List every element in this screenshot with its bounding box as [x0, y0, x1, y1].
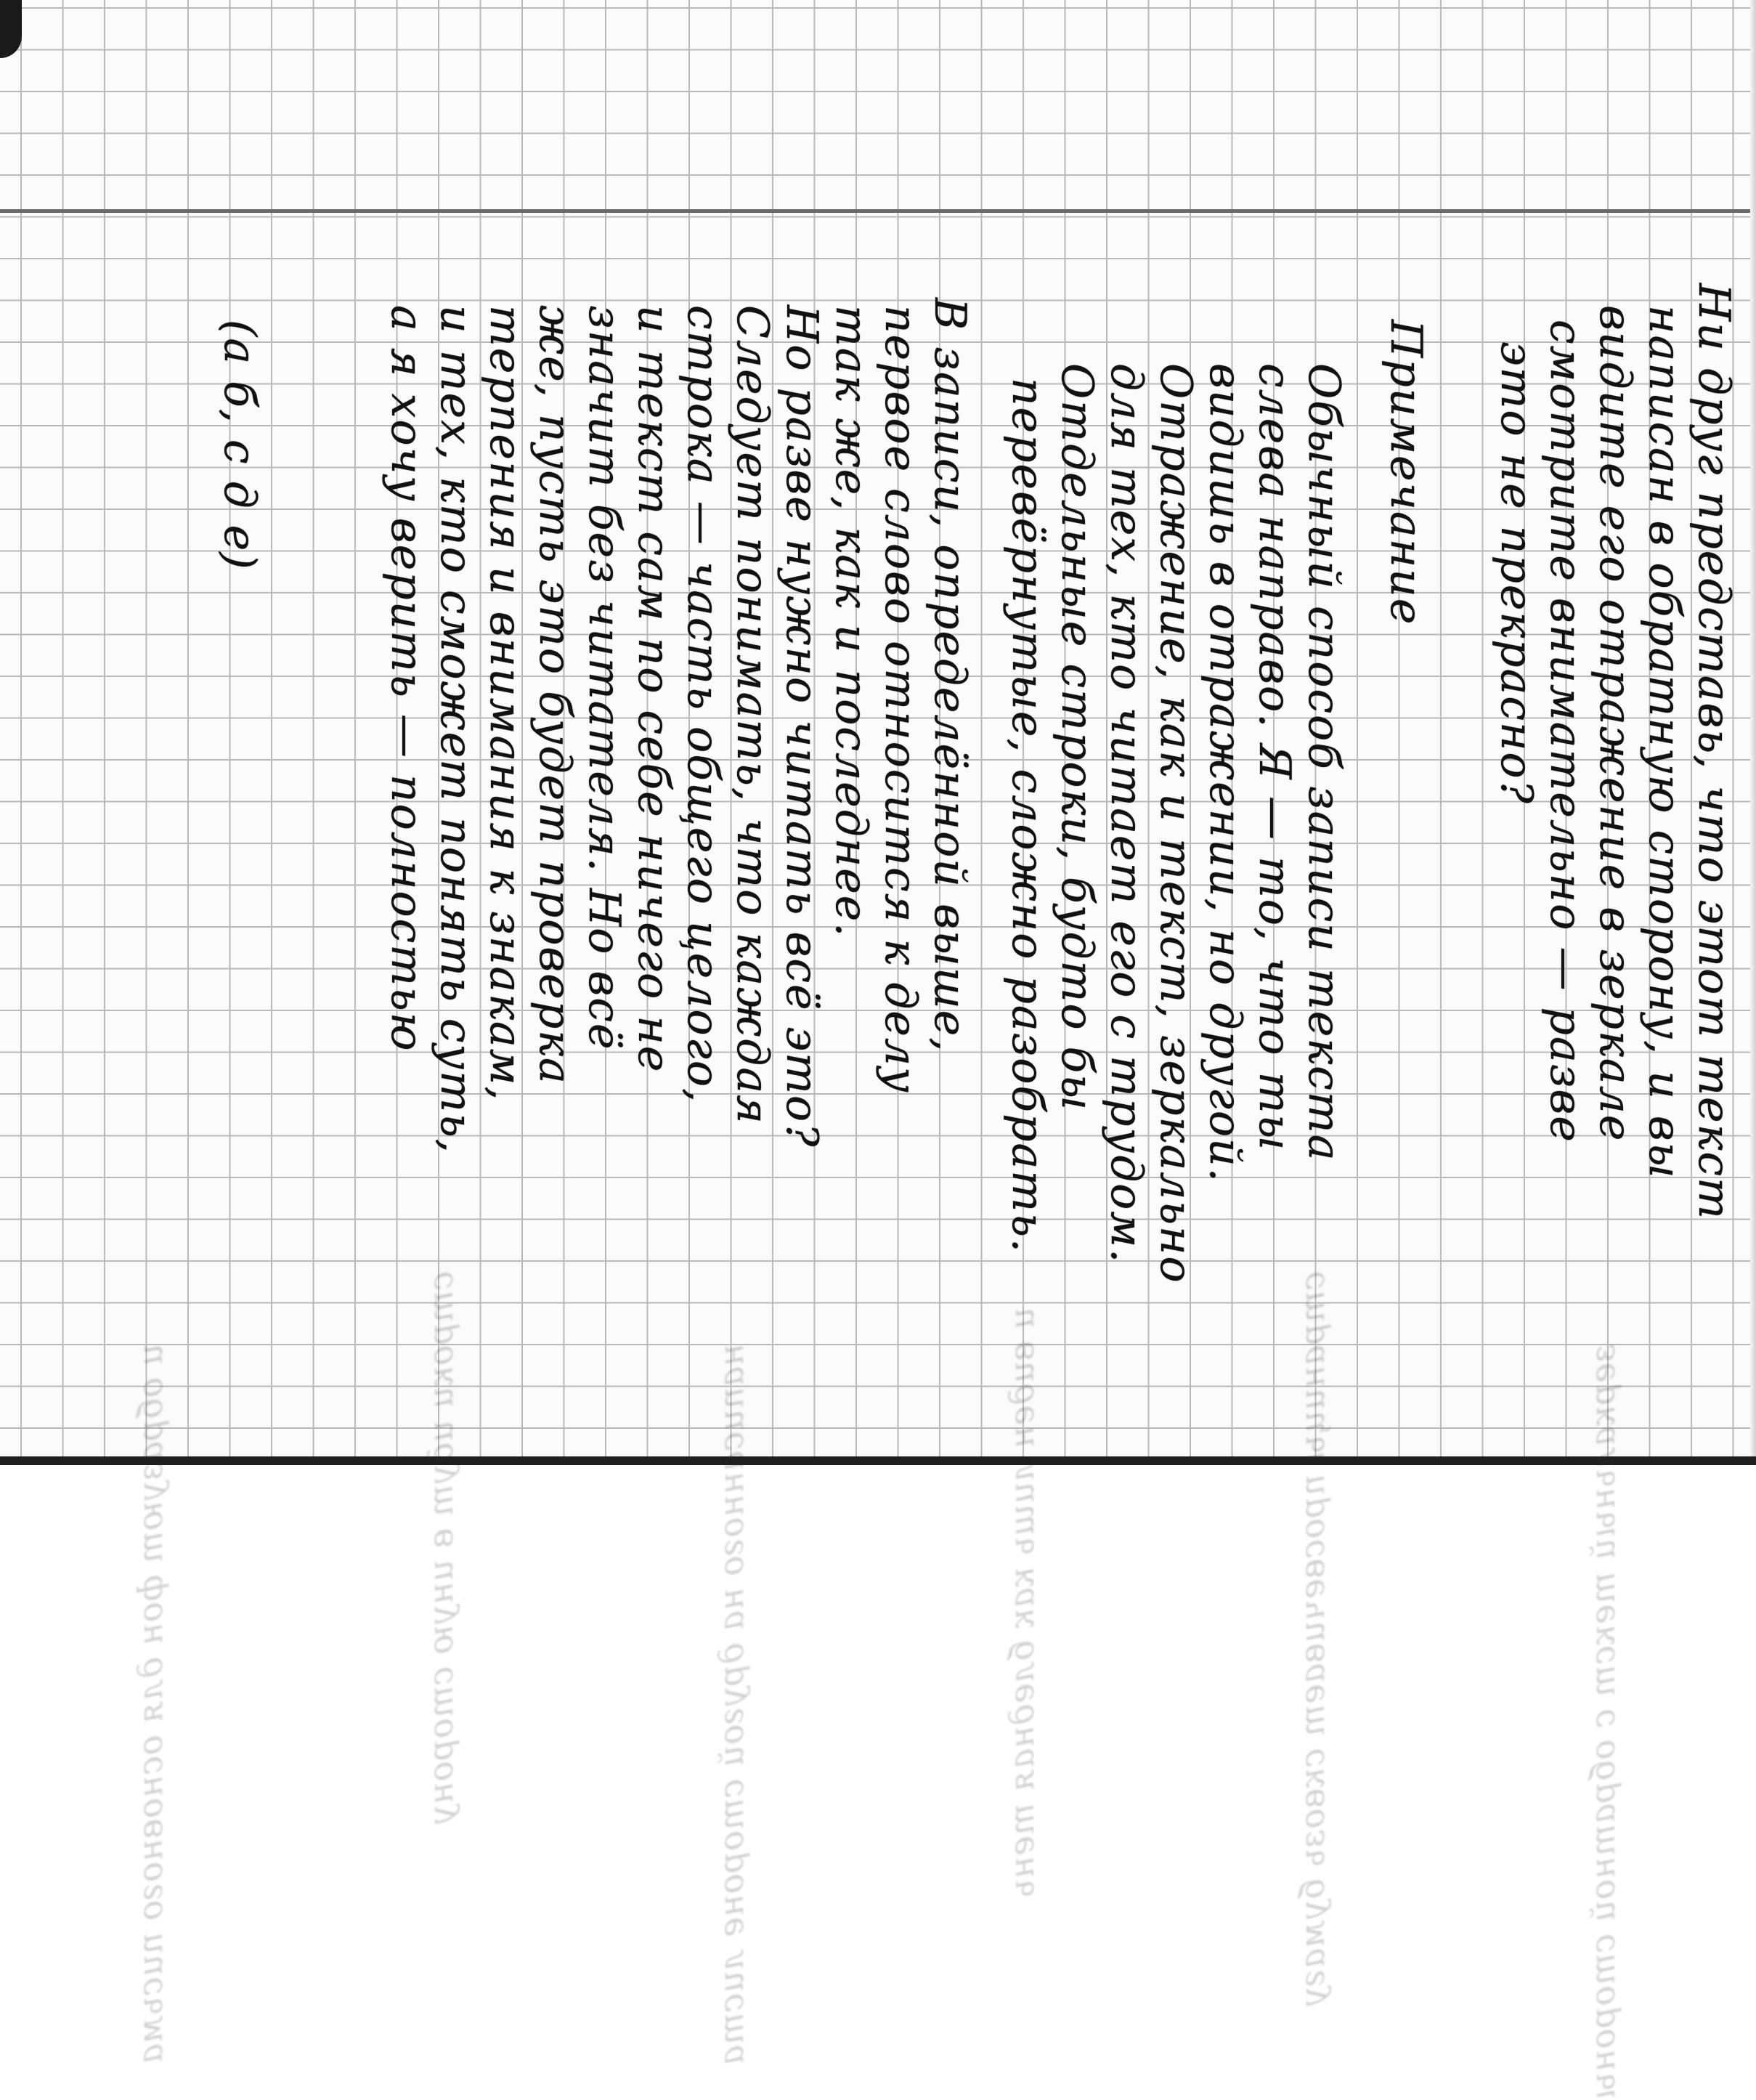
text-line: и тех, кто сможет понять суть, — [431, 305, 481, 1154]
text-line: же, пусть это будет проверка — [529, 305, 580, 1085]
text-line: Но разве нужно читать всё это? — [776, 305, 827, 1148]
bleed-line: зеркальный текст с обратной стороны — [1583, 1344, 1622, 2100]
text-line: Примечание — [1381, 320, 1431, 626]
text-line: Обычный способ записи текста — [1298, 363, 1349, 1162]
text-line: (а б, с д е) — [214, 320, 265, 571]
text-line: В записи, определённой выше, — [924, 298, 975, 1053]
text-line: значит без читателя. Но всё — [579, 305, 630, 1051]
text-line: первое слово относится к делу — [875, 305, 926, 1094]
text-line: перевёрнутые, сложно разобрать. — [1002, 378, 1053, 1254]
text-line: видишь в отражении, но другой. — [1200, 363, 1251, 1183]
text-line: видите его отражение в зеркале — [1590, 305, 1641, 1143]
text-line: написан в обратную сторону, и вы — [1639, 305, 1690, 1180]
text-line: смотрите внимательно — разве — [1540, 320, 1591, 1143]
text-line: а я хочу верить — полностью — [381, 305, 432, 1053]
text-line: это не прекрасно? — [1491, 341, 1542, 805]
text-line: Отражение, как и текст, зеркально — [1150, 363, 1201, 1284]
bleed-line: строки идут в иную сторону — [421, 1271, 460, 1825]
text-line: слева направо. Я — то, что ты — [1249, 363, 1300, 1152]
text-line: терпения и внимания к знакам, — [480, 305, 531, 1102]
text-line: Следует понимать, что каждая — [727, 305, 778, 1125]
bleed-line: и образуют фон для основного письма — [131, 1344, 170, 2064]
bleed-line: страницы просвечивает сквозь бумагу — [1293, 1271, 1332, 2007]
text-line: строка — часть общего целого, — [678, 305, 728, 1104]
text-line: Отдельные строки, будто бы — [1052, 363, 1102, 1112]
text-line: и текст сам по себе ничего не — [628, 305, 679, 1074]
text-line: так же, как и последнее. — [826, 305, 877, 938]
text-line: для тех, кто читает его с трудом. — [1101, 363, 1152, 1265]
bleed-line: написанного на другой стороне листа — [712, 1344, 751, 2066]
text-line: Ни друг представь, что этот текст — [1688, 283, 1739, 1220]
bleed-line: и виден лишь как бледная тень — [1002, 1308, 1041, 1898]
